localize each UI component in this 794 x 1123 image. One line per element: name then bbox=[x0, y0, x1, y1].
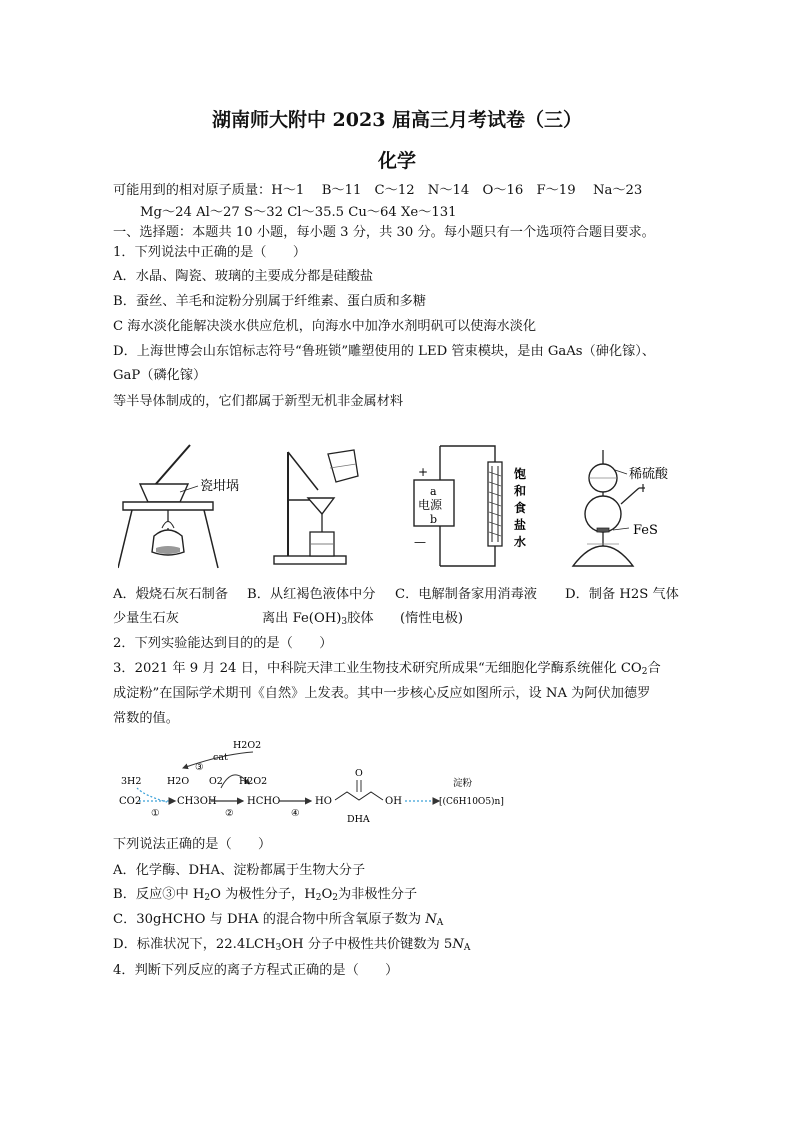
q3-option-a: A．化学酶、DHA、淀粉都属于生物大分子 bbox=[113, 863, 366, 878]
scheme-starch-formula: [(C6H10O5)n] bbox=[439, 797, 504, 807]
q1-option-d-1: D．上海世博会山东馆标志符号“鲁班锁”雕塑使用的 LED 管束模块，是由 GaAs（砷化镓）、 bbox=[113, 344, 656, 359]
q1-option-d-3: 等半导体制成的，它们都属于新型无机非金属材料 bbox=[113, 394, 404, 409]
scheme-step2: ② bbox=[225, 808, 234, 819]
q3-option-c bbox=[113, 911, 443, 928]
q3-option-c-pre: C．30gHCHO 与 DHA 的混合物中所含氧原子数为 bbox=[113, 912, 426, 927]
q3-option-b-sub1: 2 bbox=[204, 893, 211, 903]
q3-stem-3: 常数的值。 bbox=[113, 711, 179, 726]
q3-option-d-sub: 3 bbox=[275, 943, 282, 953]
scheme-step3: ③ bbox=[195, 762, 204, 773]
exam-title: 湖南师大附中 2023 届高三月考试卷（三） bbox=[211, 109, 583, 131]
q2-stem: 2．下列实验能达到目的的是（ ） bbox=[113, 636, 333, 651]
fig-d-caption-1: D．制备 H2S 气体 bbox=[565, 587, 679, 602]
q3-stem-1 bbox=[113, 660, 661, 677]
scheme-ch3oh: CH3OH bbox=[177, 796, 217, 807]
section-heading: 一、选择题：本题共 10 小题，每小题 3 分，共 30 分。每小题只有一个选项符合题目要求。 bbox=[113, 225, 655, 240]
label-brine-2: 和 bbox=[514, 484, 527, 498]
q3-stem-1-post: 合 bbox=[647, 661, 661, 676]
q3-option-b-mid2: O bbox=[321, 887, 333, 902]
figure-b-filtration bbox=[270, 448, 380, 568]
q4-stem: 4．判断下列反应的离子方程式正确的是（ ） bbox=[113, 963, 399, 978]
scheme-hcho: HCHO bbox=[247, 796, 281, 807]
scheme-h2o2-mid: H2O2 bbox=[239, 776, 268, 787]
q3-stem-2: 成淀粉”在国际学术期刊《自然》上发表。其中一步核心反应如图所示，设 NA 为阿伏加德罗 bbox=[113, 686, 651, 701]
label-minus: — bbox=[414, 535, 426, 549]
scheme-h2o: H2O bbox=[167, 776, 190, 787]
label-brine-4: 盐 bbox=[514, 518, 527, 532]
scheme-ho: HO bbox=[315, 796, 332, 807]
label-power: 电源 bbox=[418, 498, 443, 512]
q1-stem: 1．下列说法中正确的是（ ） bbox=[113, 245, 307, 260]
label-brine-5: 水 bbox=[514, 535, 527, 549]
q3-option-c-var: N bbox=[425, 912, 437, 927]
label-fes: FeS bbox=[633, 523, 658, 538]
scheme-starch: 淀粉 bbox=[453, 778, 473, 789]
label-brine-3: 食 bbox=[514, 501, 527, 515]
q3-option-d-sub2: A bbox=[463, 943, 471, 953]
atomic-masses-line-2: Mg～24 Al～27 S～32 Cl～35.5 Cu～64 Xe～131 bbox=[140, 205, 457, 220]
q3-option-b-mid1: O 为极性分子，H bbox=[210, 887, 316, 902]
figure-a-crucible bbox=[118, 440, 278, 572]
q3-option-b-pre: B．反应③中 H bbox=[113, 887, 205, 902]
q3-stem-1-pre: 3．2021 年 9 月 24 日，中科院天津工业生物技术研究所成果“无细胞化学酶系统催化 CO bbox=[113, 661, 642, 676]
scheme-cat: cat bbox=[213, 752, 228, 763]
reaction-scheme bbox=[113, 736, 513, 828]
q3-option-d-mid: OH 分子中极性共价键数为 5 bbox=[281, 937, 453, 952]
fig-b-caption-2-sub: 3 bbox=[341, 617, 348, 627]
fig-b-caption-2-pre: 离出 Fe(OH) bbox=[262, 611, 342, 626]
fig-a-caption-2: 少量生石灰 bbox=[113, 611, 179, 626]
label-crucible: 瓷坩埚 bbox=[200, 479, 240, 494]
fig-c-caption-1: C．电解制备家用消毒液 bbox=[395, 587, 537, 602]
scheme-co2: CO2 bbox=[119, 796, 142, 807]
q1-option-a: A．水晶、陶瓷、玻璃的主要成分都是硅酸盐 bbox=[113, 269, 374, 284]
scheme-dha: DHA bbox=[347, 814, 370, 825]
figure-d-kipp bbox=[563, 448, 683, 572]
q3-option-d-pre: D．标准状况下，22.4LCH bbox=[113, 937, 276, 952]
q3-option-d bbox=[113, 936, 470, 953]
q3-option-c-sub: A bbox=[436, 918, 444, 928]
label-plus: + bbox=[418, 465, 429, 479]
label-b: b bbox=[430, 513, 438, 526]
fig-b-caption-1: B．从红褐色液体中分 bbox=[247, 587, 376, 602]
q3-option-b-post: 为非极性分子 bbox=[337, 887, 418, 902]
q3-option-b-sub2: 2 bbox=[315, 893, 322, 903]
scheme-step4: ④ bbox=[291, 808, 300, 819]
label-brine-1: 饱 bbox=[514, 467, 527, 481]
scheme-oh: OH bbox=[385, 796, 402, 807]
q1-option-d-2: GaP（磷化镓） bbox=[113, 368, 207, 383]
q1-option-c: C 海水淡化能解决淡水供应危机，向海水中加净水剂明矾可以使海水淡化 bbox=[113, 319, 537, 334]
q3-option-b bbox=[113, 886, 417, 903]
scheme-step1: ① bbox=[151, 808, 160, 819]
q1-option-b: B．蚕丝、羊毛和淀粉分别属于纤维素、蛋白质和多糖 bbox=[113, 294, 427, 309]
q3-lead: 下列说法正确的是（ ） bbox=[113, 837, 272, 852]
subject-title: 化学 bbox=[377, 150, 416, 172]
atomic-masses-line-1: 可能用到的相对原子质量：H～1 B～11 C～12 N～14 O～16 F～19 Na～23 bbox=[113, 183, 643, 198]
fig-b-caption-2-post: 胶体 bbox=[347, 611, 374, 626]
scheme-h2o2-top: H2O2 bbox=[233, 740, 262, 751]
fig-b-caption-2 bbox=[262, 610, 374, 627]
fig-a-caption-1: A．煅烧石灰石制备 bbox=[113, 587, 229, 602]
label-a: a bbox=[430, 485, 437, 498]
q3-option-d-var: N bbox=[452, 937, 464, 952]
figure-c-electrolysis bbox=[410, 442, 550, 572]
fig-c-caption-2: (惰性电极) bbox=[400, 611, 464, 626]
scheme-3h2: 3H2 bbox=[121, 776, 142, 787]
q3-option-b-sub3: 2 bbox=[332, 893, 338, 903]
scheme-o-double: O bbox=[355, 768, 363, 779]
q3-stem-1-sub: 2 bbox=[641, 667, 648, 677]
scheme-o2: O2 bbox=[209, 776, 223, 787]
label-dilute-h2so4: 稀硫酸 bbox=[629, 467, 669, 482]
